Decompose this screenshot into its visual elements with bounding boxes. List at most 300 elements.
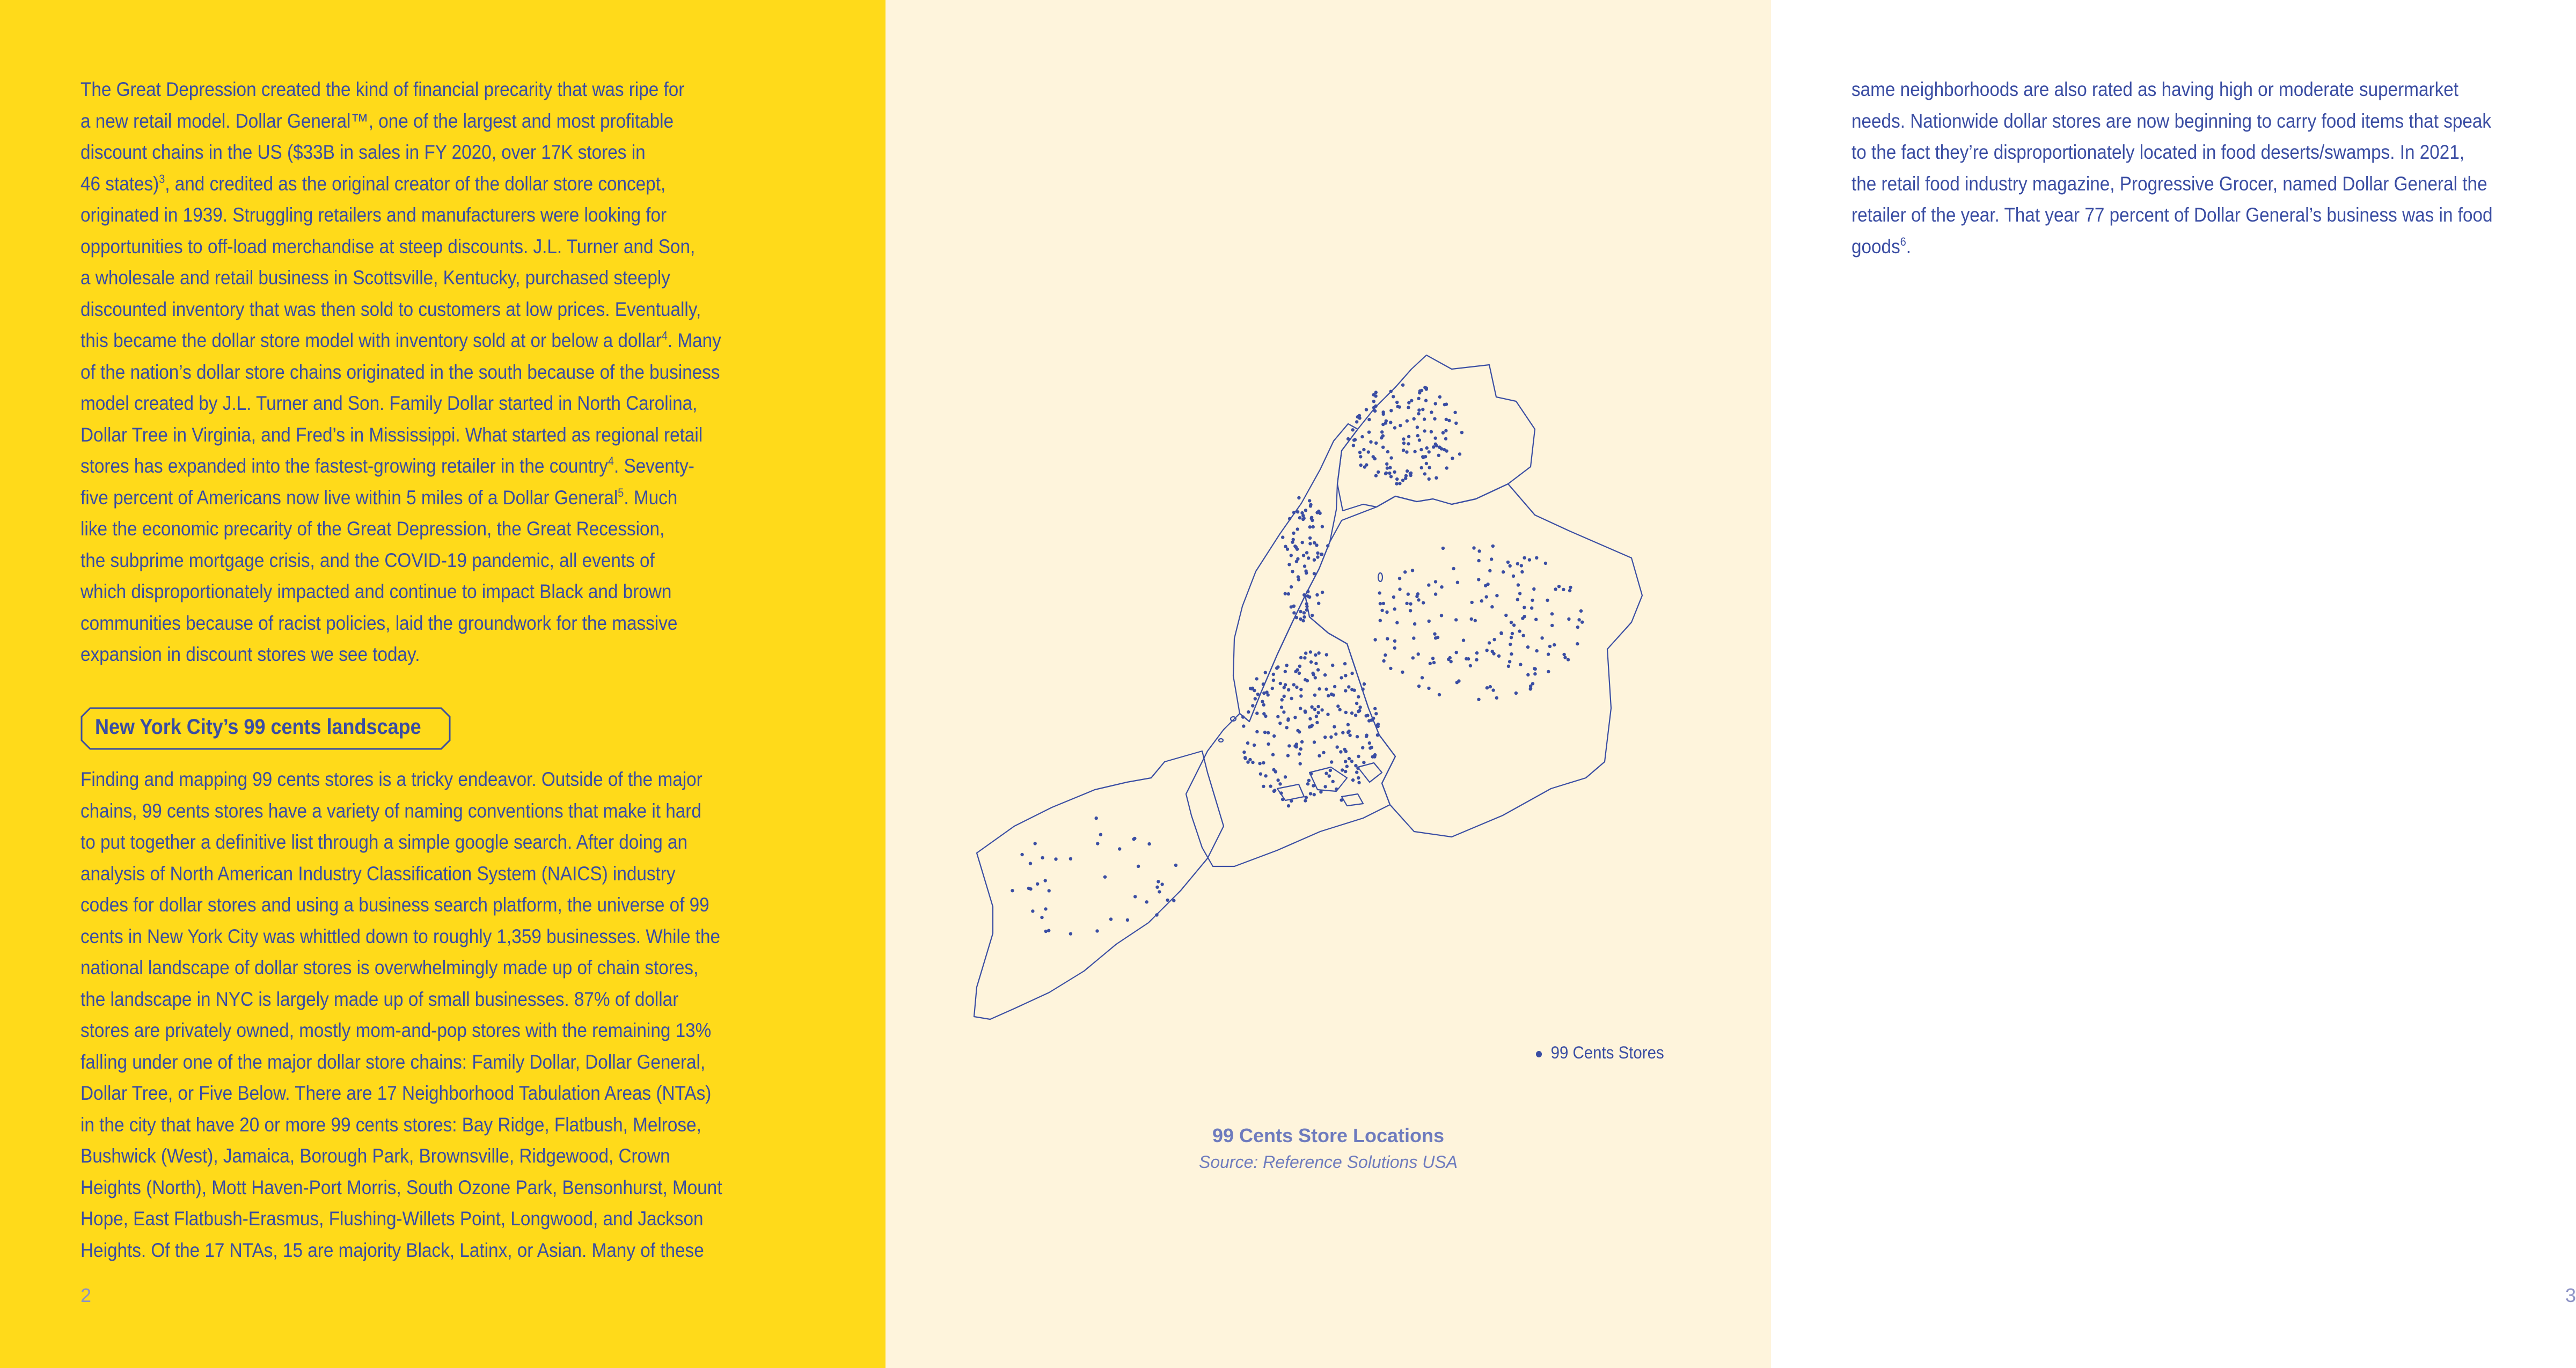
store-marker: [1296, 510, 1299, 513]
store-marker: [1321, 591, 1324, 594]
store-marker: [1069, 932, 1072, 935]
store-marker: [1475, 651, 1479, 654]
store-marker: [1359, 464, 1363, 467]
store-marker: [1385, 462, 1388, 466]
store-marker: [1393, 646, 1396, 650]
store-marker: [1441, 431, 1445, 435]
store-marker: [1492, 638, 1496, 641]
continuation-paragraph: [1851, 74, 2576, 262]
store-marker: [1579, 609, 1583, 613]
store-marker: [1406, 419, 1409, 422]
text-line: same neighborhoods are also rated as having high or moderate supermarket: [1851, 78, 2459, 100]
store-marker: [1251, 704, 1254, 707]
store-marker: [1411, 656, 1415, 659]
section-heading: New York City’s 99 cents landscape: [95, 715, 421, 739]
store-marker: [1514, 692, 1518, 695]
store-marker: [1373, 638, 1377, 641]
text-line: falling under one of the major dollar store chains: Family Dollar, Dollar General,: [80, 1050, 706, 1073]
store-marker: [1416, 425, 1419, 429]
text-line: Heights. Of the 17 NTAs, 15 are majority Black, Latinx, or Asian. Many of these: [80, 1239, 704, 1261]
store-marker: [1424, 399, 1428, 402]
footnote-mark: 5: [618, 486, 624, 499]
store-marker: [1580, 621, 1584, 624]
store-marker: [1366, 714, 1369, 717]
store-marker: [1295, 686, 1298, 689]
store-marker: [1431, 657, 1435, 660]
store-marker: [1341, 731, 1344, 734]
store-marker: [1344, 674, 1347, 677]
store-marker: [1338, 708, 1342, 711]
text-line: The Great Depression created the kind of financial precarity that was ripe for: [80, 78, 685, 100]
store-marker: [1428, 450, 1431, 453]
store-marker: [1395, 401, 1399, 404]
store-marker: [1363, 465, 1366, 468]
store-marker: [1488, 569, 1491, 572]
store-marker: [1351, 428, 1355, 431]
store-marker: [1298, 665, 1301, 668]
store-marker: [1413, 622, 1416, 626]
store-marker: [1298, 672, 1301, 675]
store-marker: [1309, 504, 1312, 508]
store-marker: [1472, 546, 1475, 549]
text-line: in the city that have 20 or more 99 cents stores: Bay Ridge, Flatbush, Melrose,: [80, 1113, 701, 1136]
store-marker: [1486, 583, 1489, 586]
store-marker: [1399, 424, 1402, 427]
store-marker: [1520, 570, 1524, 573]
text-line: Hope, East Flatbush-Erasmus, Flushing-Willets Point, Longwood, and Jackson: [80, 1208, 704, 1230]
legend-marker-icon: [1536, 1051, 1542, 1057]
text-line: needs. Nationwide dollar stores are now beginning to carry food items that speak: [1851, 109, 2492, 132]
store-marker: [1133, 895, 1137, 898]
store-marker: [1294, 546, 1298, 549]
store-marker: [1285, 664, 1289, 667]
store-marker: [1261, 700, 1264, 703]
store-marker: [1316, 705, 1320, 708]
store-marker: [1302, 554, 1305, 557]
store-marker: [1126, 918, 1129, 922]
store-marker: [1569, 586, 1572, 589]
store-marker: [1378, 591, 1381, 594]
manhattan-outline: [1233, 424, 1358, 722]
store-marker: [1242, 751, 1246, 754]
store-marker: [1420, 466, 1423, 469]
store-marker: [1344, 711, 1348, 714]
store-marker: [1385, 611, 1388, 614]
store-marker: [1355, 770, 1358, 774]
store-marker: [1393, 607, 1396, 611]
store-marker: [1374, 712, 1378, 715]
store-marker: [1409, 472, 1412, 475]
store-marker: [1296, 668, 1299, 672]
store-marker: [1267, 742, 1270, 746]
store-marker: [1302, 615, 1306, 619]
text-line: stores are privately owned, mostly mom-and-pop stores with the remaining 13%: [80, 1019, 712, 1041]
store-marker: [1302, 593, 1306, 597]
store-marker: [1287, 744, 1291, 747]
footnote-mark: 3: [159, 172, 165, 186]
store-marker: [1470, 601, 1474, 604]
store-marker: [1370, 746, 1373, 749]
store-marker: [1348, 734, 1351, 737]
store-marker: [1386, 637, 1389, 641]
text-line: which disproportionately impacted and continue to impact Black and brown: [80, 580, 672, 602]
store-marker: [1376, 733, 1379, 737]
store-marker: [1435, 476, 1438, 480]
store-marker: [1510, 621, 1513, 624]
store-marker: [1352, 444, 1355, 447]
store-marker: [1044, 930, 1048, 933]
store-marker: [1451, 457, 1454, 460]
store-marker: [1413, 417, 1416, 421]
store-marker: [1281, 798, 1284, 801]
store-marker: [1469, 664, 1472, 667]
store-marker: [1095, 929, 1099, 932]
store-marker: [1363, 682, 1366, 686]
store-marker: [1423, 386, 1426, 389]
store-marker: [1328, 774, 1331, 777]
store-marker: [1421, 455, 1424, 458]
store-marker: [1576, 626, 1579, 629]
store-marker: [1518, 592, 1521, 595]
store-marker: [1380, 609, 1384, 612]
store-marker: [1267, 693, 1270, 696]
store-marker: [1336, 745, 1339, 748]
store-marker: [1534, 618, 1538, 621]
brooklyn-outline: [1186, 595, 1395, 866]
store-marker: [1407, 442, 1410, 445]
text-line: national landscape of dollar stores is overwhelmingly made up of chain stores,: [80, 957, 699, 979]
store-marker: [1490, 605, 1494, 608]
text-line: communities because of racist policies, laid the groundwork for the massive: [80, 612, 678, 634]
store-marker: [1339, 750, 1342, 753]
store-marker: [1029, 862, 1032, 865]
text-line: chains, 99 cents stores have a variety of naming conventions that make it hard: [80, 799, 701, 822]
store-marker: [1302, 611, 1306, 614]
store-marker: [1253, 744, 1256, 747]
store-marker: [1048, 889, 1051, 892]
store-marker: [1492, 652, 1495, 655]
store-marker: [1306, 679, 1309, 682]
store-marker: [1535, 556, 1538, 560]
store-marker: [1427, 687, 1430, 690]
store-marker: [1453, 411, 1457, 414]
text-line: analysis of North American Industry Classification System (NAICS) industry: [80, 862, 676, 885]
store-marker: [1290, 554, 1293, 557]
store-marker: [1485, 595, 1488, 598]
footnote-mark: 6: [1900, 234, 1906, 248]
store-marker: [1563, 656, 1567, 659]
store-marker: [1306, 594, 1309, 598]
footnote-mark: 4: [661, 329, 668, 342]
store-marker: [1155, 886, 1159, 889]
map-legend: [1536, 1043, 1664, 1063]
store-marker: [1367, 430, 1371, 433]
store-marker: [1357, 781, 1360, 784]
store-marker: [1243, 756, 1247, 760]
store-marker: [1291, 541, 1294, 544]
store-marker: [1546, 599, 1549, 602]
store-marker: [1306, 782, 1309, 785]
store-marker: [1379, 619, 1382, 622]
store-marker: [1344, 689, 1347, 692]
store-marker: [1242, 724, 1245, 727]
store-marker: [1316, 711, 1320, 714]
store-marker: [1518, 629, 1521, 632]
store-marker: [1398, 482, 1401, 485]
store-marker: [1416, 434, 1419, 437]
store-marker: [1344, 760, 1347, 763]
store-marker: [1520, 564, 1523, 567]
store-marker: [1417, 598, 1420, 601]
store-marker: [1272, 734, 1276, 738]
store-marker: [1491, 545, 1495, 548]
store-marker: [1316, 551, 1319, 555]
store-marker: [1506, 561, 1510, 564]
store-marker: [1519, 663, 1522, 666]
store-marker: [1452, 567, 1455, 570]
text-line: the retail food industry magazine, Progressive Grocer, named Dollar General the: [1851, 172, 2487, 195]
store-marker: [1272, 790, 1276, 793]
store-marker: [1290, 585, 1293, 589]
store-marker: [1395, 477, 1399, 481]
legend-label: 99 Cents Stores: [1550, 1043, 1664, 1062]
store-marker: [1310, 705, 1313, 709]
store-marker: [1477, 559, 1480, 562]
store-marker: [1308, 536, 1312, 540]
store-marker: [1308, 499, 1311, 502]
store-marker: [1299, 688, 1302, 691]
store-marker: [1031, 909, 1034, 913]
nyc-store-map: [934, 343, 1723, 1116]
store-marker: [1309, 660, 1313, 664]
store-marker: [1358, 414, 1361, 417]
store-marker: [1281, 535, 1284, 539]
store-marker: [1507, 665, 1510, 668]
store-marker: [1438, 693, 1441, 696]
store-marker: [1490, 557, 1493, 561]
staten-island-outline: [974, 751, 1224, 1019]
store-marker: [1444, 437, 1447, 440]
store-marker: [1499, 632, 1503, 635]
store-marker: [1360, 435, 1364, 438]
store-marker: [1516, 562, 1519, 565]
store-marker: [1305, 796, 1308, 799]
store-marker: [1246, 741, 1249, 745]
store-marker: [1562, 653, 1565, 656]
store-marker: [1323, 736, 1327, 739]
store-marker: [1409, 602, 1412, 606]
store-marker: [1432, 661, 1436, 664]
store-marker: [1258, 762, 1261, 765]
store-marker: [1297, 578, 1300, 581]
store-marker: [1389, 421, 1392, 424]
store-marker: [1528, 558, 1531, 561]
store-marker: [1354, 714, 1357, 717]
text-line: goods$^6$.: [1851, 234, 1912, 258]
store-marker: [1425, 462, 1428, 465]
store-marker: [1321, 525, 1324, 528]
store-marker: [1347, 685, 1350, 688]
text-line: a new retail model. Dollar General™, one of the largest and most profitable: [80, 109, 674, 132]
text-line: cents in New York City was whittled down to roughly 1,359 businesses. While the: [80, 925, 721, 947]
store-marker: [1255, 711, 1258, 715]
text-line: Bushwick (West), Jamaica, Borough Park, Brownsville, Ridgewood, Crown: [80, 1145, 670, 1167]
store-marker: [1044, 907, 1047, 910]
store-marker: [1362, 448, 1365, 451]
store-marker: [1358, 709, 1361, 712]
store-marker: [1323, 673, 1327, 676]
store-marker: [1467, 657, 1470, 660]
store-marker: [1299, 747, 1302, 751]
store-marker: [1292, 511, 1296, 514]
store-marker: [1307, 556, 1310, 560]
store-marker: [1344, 770, 1347, 773]
store-marker: [1577, 618, 1580, 621]
store-marker: [1272, 768, 1275, 771]
store-marker: [1475, 658, 1478, 661]
store-marker: [1382, 659, 1385, 663]
bronx-outline: [1337, 355, 1535, 511]
store-marker: [1308, 525, 1312, 528]
store-marker: [1172, 899, 1175, 902]
store-marker: [1534, 667, 1537, 671]
store-marker: [1040, 916, 1043, 919]
store-marker: [1553, 643, 1556, 646]
store-marker: [1279, 682, 1282, 685]
store-marker: [1375, 724, 1379, 727]
store-marker: [1443, 403, 1446, 406]
store-marker: [1272, 679, 1275, 682]
store-marker: [1284, 592, 1287, 595]
store-marker: [1247, 710, 1250, 714]
store-marker: [1568, 589, 1571, 592]
store-marker: [1550, 612, 1554, 615]
store-marker: [1372, 717, 1375, 720]
store-marker: [1299, 762, 1302, 765]
store-marker: [1384, 472, 1387, 475]
store-marker: [1298, 516, 1301, 519]
text-line: codes for dollar stores and using a business search platform, the universe of 99: [80, 894, 709, 916]
store-marker: [1392, 595, 1395, 599]
store-marker: [1314, 676, 1317, 679]
store-marker: [1540, 636, 1543, 639]
text-line: Dollar Tree in Virginia, and Fred’s in Mississippi. What started as regional retail: [80, 423, 703, 446]
store-marker: [1428, 620, 1431, 623]
store-marker: [1158, 890, 1161, 893]
store-marker: [1433, 632, 1436, 636]
store-marker: [1477, 549, 1481, 553]
store-marker: [1458, 452, 1461, 455]
store-marker: [1295, 616, 1298, 619]
store-marker: [1275, 666, 1278, 670]
text-line: stores has expanded into the fastest-growing retailer in the country$^4$. Seventy-: [80, 454, 694, 477]
text-line: a wholesale and retail business in Scottsville, Kentucky, purchased steeply: [80, 267, 670, 289]
store-marker: [1380, 430, 1384, 433]
store-marker: [1283, 695, 1286, 698]
store-marker: [1166, 899, 1169, 902]
store-marker: [1157, 880, 1160, 883]
store-marker: [1386, 466, 1389, 469]
store-marker: [1445, 466, 1448, 469]
store-marker: [1330, 693, 1333, 696]
store-marker: [1361, 688, 1364, 691]
store-marker: [1278, 722, 1282, 725]
store-marker: [1323, 785, 1327, 788]
store-marker: [1284, 545, 1287, 548]
store-marker: [1345, 764, 1349, 768]
store-marker: [1271, 687, 1274, 690]
store-marker: [1389, 667, 1392, 670]
store-marker: [1333, 685, 1336, 688]
text-line: 46 states)$^3$, and credited as the original creator of the dollar store concept,: [80, 172, 666, 195]
store-marker: [1428, 466, 1431, 469]
store-marker: [1309, 725, 1313, 728]
store-marker: [1358, 705, 1362, 709]
store-marker: [1357, 755, 1360, 758]
store-marker: [1409, 609, 1412, 612]
store-marker: [1350, 672, 1353, 675]
store-marker: [1368, 741, 1371, 745]
page-number-left: 2: [80, 1284, 92, 1306]
store-marker: [1285, 726, 1289, 729]
store-marker: [1346, 731, 1350, 734]
store-marker: [1284, 670, 1287, 673]
left-page: [0, 0, 885, 1368]
store-marker: [1309, 792, 1312, 795]
store-marker: [1305, 608, 1308, 612]
store-marker: [1346, 437, 1350, 440]
store-marker: [1423, 472, 1426, 475]
store-marker: [1369, 440, 1372, 444]
store-marker: [1282, 710, 1285, 714]
store-marker: [1374, 442, 1378, 445]
store-marker: [1254, 697, 1257, 700]
store-marker: [1287, 804, 1290, 807]
store-marker: [1324, 688, 1328, 691]
store-marker: [1428, 477, 1431, 481]
text-line: five percent of Americans now live within 5 miles of a Dollar General$^5$. Much: [80, 486, 678, 509]
store-marker: [1313, 708, 1316, 711]
store-marker: [1322, 751, 1325, 754]
store-marker: [1374, 474, 1378, 477]
store-marker: [1307, 779, 1311, 782]
store-marker: [1385, 420, 1388, 423]
text-line: discounted inventory that was then sold to customers at low prices. Eventually,: [80, 298, 701, 320]
store-marker: [1523, 606, 1526, 609]
store-marker: [1395, 621, 1399, 624]
store-marker: [1533, 672, 1536, 675]
store-marker: [1319, 790, 1322, 793]
store-marker: [1477, 698, 1480, 701]
store-marker: [1367, 418, 1371, 421]
store-marker: [1256, 693, 1260, 696]
text-line: expansion in discount stores we see today.: [80, 643, 420, 665]
store-marker: [1298, 752, 1301, 755]
store-marker: [1255, 730, 1258, 733]
store-marker: [1386, 450, 1389, 453]
store-marker: [1355, 420, 1358, 423]
store-marker: [1434, 592, 1437, 595]
store-marker: [1457, 679, 1460, 682]
store-marker: [1311, 614, 1314, 617]
store-marker: [1427, 583, 1430, 586]
text-line: like the economic precarity of the Great Depression, the Great Recession,: [80, 518, 665, 540]
store-marker: [1313, 740, 1316, 744]
store-marker: [1356, 735, 1359, 738]
store-marker: [1531, 599, 1534, 602]
store-marker: [1327, 694, 1330, 697]
store-marker: [1313, 558, 1316, 562]
